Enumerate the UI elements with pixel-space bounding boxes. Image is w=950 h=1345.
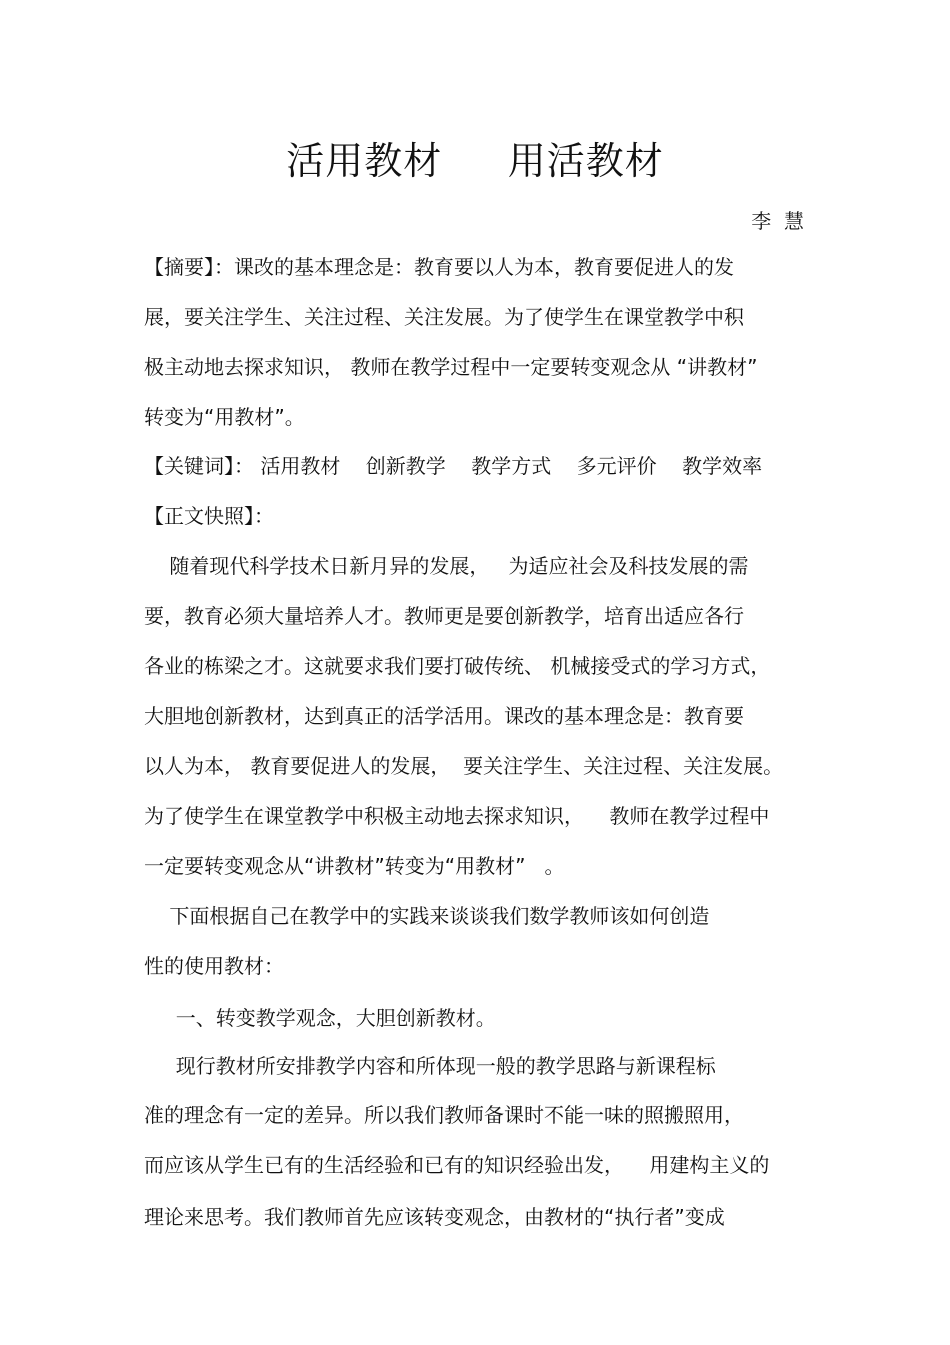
text-line: 而应该从学生已有的生活经验和已有的知识经验出发， 用建构主义的: [144, 1153, 770, 1177]
document-title: 活用教材 用活教材: [286, 139, 664, 183]
author-name: 李 慧: [751, 209, 804, 233]
section-label: 【正文快照】：: [144, 504, 274, 528]
text-line: 下面根据自己在教学中的实践来谈谈我们数学教师该如何创造: [144, 904, 710, 928]
text-line: 性的使用教材：: [144, 954, 284, 978]
text-line: 理论来思考。我们教师首先应该转变观念，由教材的“执行者”变成: [144, 1205, 725, 1229]
text-line: 【摘要】：课改的基本理念是：教育要以人为本，教育要促进人的发: [144, 255, 734, 279]
text-line: 极主动地去探求知识， 教师在教学过程中一定要转变观念从 “讲教材”: [144, 355, 758, 379]
keywords-line: 【关键词】： 活用教材 创新教学 教学方式 多元评价 教学效率: [144, 454, 763, 478]
text-line: 准的理念有一定的差异。所以我们教师备课时不能一味的照搬照用，: [144, 1103, 744, 1127]
text-line: 展，要关注学生、关注过程、关注发展。为了使学生在课堂教学中积: [144, 305, 744, 329]
text-line: 一定要转变观念从“讲教材”转变为“用教材” 。: [144, 854, 565, 878]
text-line: 转变为“用教材”。: [144, 405, 305, 429]
section-heading: 一、转变教学观念，大胆创新教材。: [144, 1006, 496, 1030]
text-line: 以人为本， 教育要促进人的发展， 要关注学生、关注过程、关注发展。: [144, 754, 784, 778]
text-line: 为了使学生在课堂教学中积极主动地去探求知识， 教师在教学过程中: [144, 804, 770, 828]
text-line: 各业的栋梁之才。这就要求我们要打破传统、 机械接受式的学习方式，: [144, 654, 771, 678]
text-line: 现行教材所安排教学内容和所体现一般的教学思路与新课程标: [144, 1054, 716, 1078]
text-line: 要，教育必须大量培养人才。教师更是要创新教学，培育出适应各行: [144, 604, 744, 628]
text-line: 随着现代科学技术日新月异的发展， 为适应社会及科技发展的需: [144, 554, 749, 578]
text-line: 大胆地创新教材，达到真正的活学活用。课改的基本理念是：教育要: [144, 704, 744, 728]
